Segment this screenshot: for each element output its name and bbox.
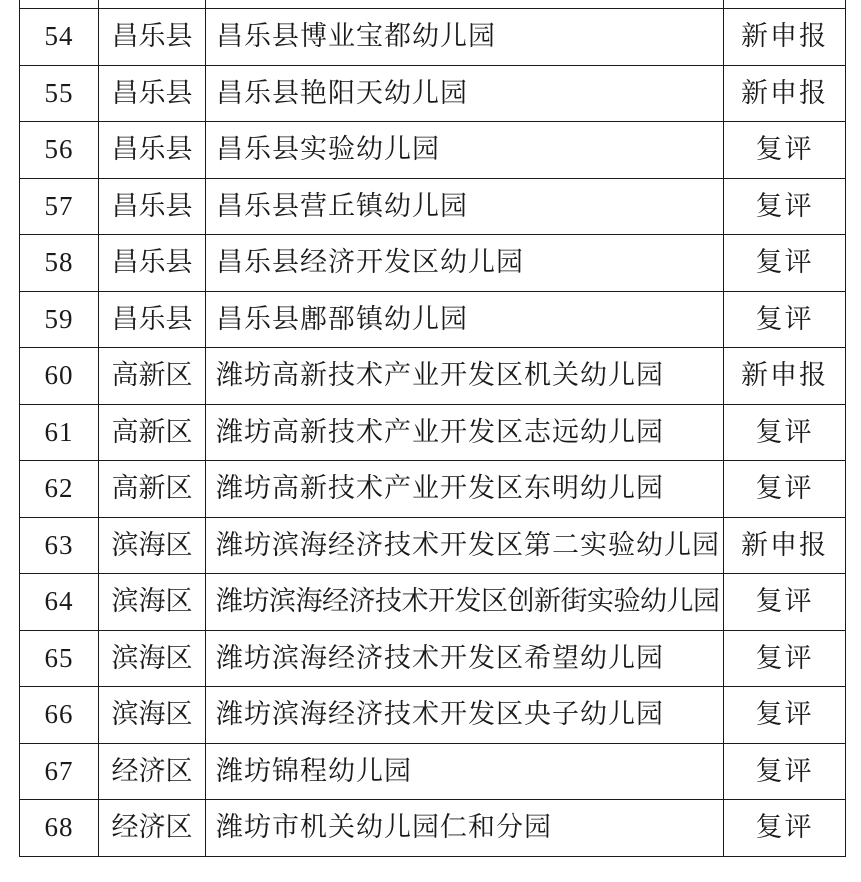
kindergarten-name-cell: 昌乐县经济开发区幼儿园 [206, 235, 724, 292]
kindergarten-name-cell: 昌乐县营丘镇幼儿园 [206, 178, 724, 235]
row-number-cell: 54 [20, 9, 99, 66]
application-type-cell: 复评 [724, 404, 846, 461]
application-type-cell: 复评 [724, 461, 846, 518]
kindergarten-name-cell: 潍坊锦程幼儿园 [206, 743, 724, 800]
kindergarten-name-cell: 潍坊滨海经济技术开发区第二实验幼儿园 [206, 517, 724, 574]
table-row [20, 743, 846, 800]
table-row [20, 348, 846, 405]
table-row [20, 291, 846, 348]
table-row [20, 461, 846, 518]
district-cell: 昌乐县 [99, 235, 206, 292]
kindergarten-name-cell: 潍坊滨海经济技术开发区希望幼儿园 [206, 630, 724, 687]
kindergarten-name-cell: 昌乐县博业宝都幼儿园 [206, 9, 724, 66]
district-cell: 经济区 [99, 800, 206, 857]
kindergarten-table [19, 0, 846, 857]
application-type-cell: 复评 [724, 122, 846, 179]
table-cell-empty [724, 0, 846, 9]
kindergarten-name-cell: 潍坊滨海经济技术开发区创新街实验幼儿园 [206, 574, 724, 631]
row-number-cell: 56 [20, 122, 99, 179]
district-cell: 滨海区 [99, 517, 206, 574]
kindergarten-name-cell: 昌乐县艳阳天幼儿园 [206, 65, 724, 122]
kindergarten-name-cell: 潍坊滨海经济技术开发区央子幼儿园 [206, 687, 724, 744]
table-row [20, 122, 846, 179]
table-cell-empty [99, 0, 206, 9]
application-type-cell: 复评 [724, 743, 846, 800]
district-cell: 滨海区 [99, 687, 206, 744]
application-type-cell: 复评 [724, 574, 846, 631]
row-number-cell: 67 [20, 743, 99, 800]
table-row [20, 235, 846, 292]
row-number-cell: 63 [20, 517, 99, 574]
row-number-cell: 68 [20, 800, 99, 857]
application-type-cell: 复评 [724, 178, 846, 235]
district-cell: 昌乐县 [99, 122, 206, 179]
application-type-cell: 复评 [724, 235, 846, 292]
district-cell: 昌乐县 [99, 9, 206, 66]
application-type-cell: 复评 [724, 687, 846, 744]
row-number-cell: 64 [20, 574, 99, 631]
district-cell: 昌乐县 [99, 291, 206, 348]
row-number-cell: 59 [20, 291, 99, 348]
table-row [20, 9, 846, 66]
row-number-cell: 65 [20, 630, 99, 687]
district-cell: 昌乐县 [99, 65, 206, 122]
kindergarten-name-cell: 昌乐县实验幼儿园 [206, 122, 724, 179]
kindergarten-name-cell: 潍坊高新技术产业开发区东明幼儿园 [206, 461, 724, 518]
table-row [20, 178, 846, 235]
application-type-cell: 新申报 [724, 65, 846, 122]
table-row [20, 630, 846, 687]
kindergarten-name-cell: 潍坊高新技术产业开发区志远幼儿园 [206, 404, 724, 461]
row-number-cell: 62 [20, 461, 99, 518]
row-number-cell: 58 [20, 235, 99, 292]
table-row [20, 65, 846, 122]
table-cell-empty [206, 0, 724, 9]
table-row [20, 574, 846, 631]
district-cell: 昌乐县 [99, 178, 206, 235]
district-cell: 经济区 [99, 743, 206, 800]
district-cell: 高新区 [99, 348, 206, 405]
table-cell-empty [20, 0, 99, 9]
row-number-cell: 55 [20, 65, 99, 122]
kindergarten-name-cell: 潍坊高新技术产业开发区机关幼儿园 [206, 348, 724, 405]
district-cell: 高新区 [99, 461, 206, 518]
application-type-cell: 新申报 [724, 348, 846, 405]
district-cell: 滨海区 [99, 574, 206, 631]
row-number-cell: 60 [20, 348, 99, 405]
table-row [20, 800, 846, 857]
district-cell: 滨海区 [99, 630, 206, 687]
kindergarten-table-container [19, 0, 845, 857]
application-type-cell: 新申报 [724, 9, 846, 66]
kindergarten-name-cell: 潍坊市机关幼儿园仁和分园 [206, 800, 724, 857]
district-cell: 高新区 [99, 404, 206, 461]
application-type-cell: 复评 [724, 630, 846, 687]
row-number-cell: 57 [20, 178, 99, 235]
row-number-cell: 61 [20, 404, 99, 461]
table-body [20, 0, 846, 856]
table-row [20, 404, 846, 461]
application-type-cell: 复评 [724, 800, 846, 857]
kindergarten-name-cell: 昌乐县鄌郚镇幼儿园 [206, 291, 724, 348]
application-type-cell: 复评 [724, 291, 846, 348]
table-row [20, 517, 846, 574]
table-row [20, 687, 846, 744]
table-row-partial [20, 0, 846, 9]
application-type-cell: 新申报 [724, 517, 846, 574]
row-number-cell: 66 [20, 687, 99, 744]
